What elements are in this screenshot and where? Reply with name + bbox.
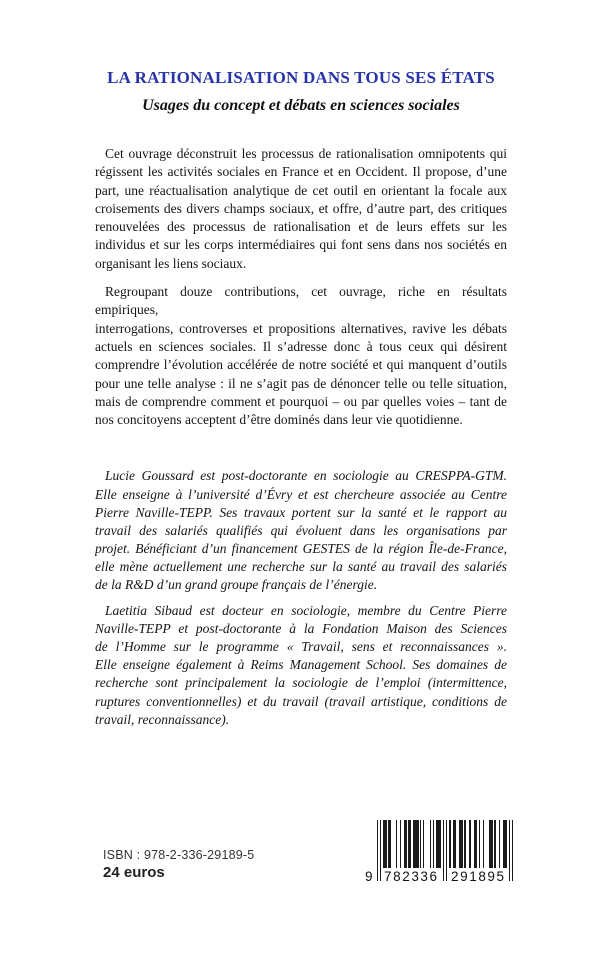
barcode-bar xyxy=(377,820,378,881)
barcode-bar xyxy=(433,820,434,868)
text-line: régissent les activités sociales en France et en Occident. Il propose, d’une xyxy=(95,164,507,180)
barcode-bar xyxy=(408,820,411,868)
publication-info xyxy=(103,847,254,883)
barcode-bar xyxy=(396,820,397,868)
author-bio-goussard xyxy=(95,467,507,594)
text-line: actuels en sciences sociales. Il s’adresse donc à tous ceux qui désirent xyxy=(95,338,507,354)
barcode-bar xyxy=(469,820,472,868)
barcode-bar xyxy=(380,820,381,881)
barcode-bar xyxy=(494,820,495,868)
author-bio-sibaud xyxy=(95,602,507,729)
text-line: travail des salariés qualifiés qui évoluent dans les organisations par xyxy=(95,522,507,538)
barcode-bar xyxy=(404,820,407,868)
ean13-barcode xyxy=(365,820,513,890)
barcode-bar xyxy=(474,820,477,868)
barcode-bar xyxy=(388,820,391,868)
text-line: Laetitia Sibaud est docteur en sociologie, membre du Centre Pierre xyxy=(105,603,507,619)
barcode-bar xyxy=(489,820,493,868)
text-line: de la R&D d’un grand groupe français de l’énergie. xyxy=(95,577,378,593)
barcode-bar xyxy=(449,820,452,868)
isbn: ISBN : 978-2-336-29189-5 xyxy=(103,848,255,862)
text-line: Pierre Naville-TEPP. Ses travaux portent sur la santé et le rapport au xyxy=(95,504,507,520)
cover-text-block xyxy=(95,117,507,729)
text-line: croisements des divers champs sociaux, et offre, d’autre part, des critiques xyxy=(95,200,507,216)
barcode-bar xyxy=(436,820,442,868)
text-line: Elle enseigne à l’université d’Évry et est chercheure associée au Centre xyxy=(95,486,507,502)
text-line: organisant les liens sociaux. xyxy=(95,255,247,271)
barcode-bar xyxy=(479,820,480,868)
text-line: elle mène actuellement une recherche sur la santé au travail des salariés xyxy=(95,558,507,574)
text-line: Lucie Goussard est post-doctorante en sociologie au CRESPPA-GTM. xyxy=(105,468,507,484)
barcode-bar xyxy=(499,820,500,868)
synopsis-paragraph-1 xyxy=(95,145,507,273)
text-line: Regroupant douze contributions, cet ouvrage, riche en résultats empiriques, xyxy=(95,284,507,318)
text-line: renouvelées des processus de rationalisation et de leurs effets sur les xyxy=(95,219,507,235)
text-line: individus et sur les corps intermédiaires qui font sens dans nos sociétés en xyxy=(95,237,507,253)
barcode-bar xyxy=(509,820,510,881)
barcode-bar xyxy=(483,820,484,868)
text-line: Elle enseigne également à Reims Management School. Ses domaines de xyxy=(95,657,507,673)
text-line: comprendre l’évolution accélérée de notre société et qui manquent d’outils xyxy=(95,357,507,373)
barcode-bar xyxy=(459,820,463,868)
text-line: pour une telle analyse : il ne s’agit pas de dénoncer telle ou telle situation, xyxy=(95,375,507,391)
text-line: mais de comprendre comment et pourquoi – ou par quelles voies – tant de xyxy=(95,393,507,409)
text-line: projet. Bénéficiant d’un financement GESTES de la région Île-de-France, xyxy=(95,540,507,556)
text-line: part, une réactualisation analytique de cet outil en orientant la focale aux xyxy=(95,182,507,198)
price: 24 euros xyxy=(103,864,165,881)
book-title: LA RATIONALISATION DANS TOUS SES ÉTATS xyxy=(107,68,495,87)
book-subtitle: Usages du concept et débats en sciences sociales xyxy=(142,97,460,114)
barcode-bar xyxy=(383,820,387,868)
text-line: ruptures conventionnelles) et du travail (travail artistique, conditions de xyxy=(95,693,507,709)
text-line: nos concitoyens acceptent d’être dominés dans leur vie quotidienne. xyxy=(95,412,463,428)
barcode-bar xyxy=(446,820,447,881)
barcode-bar xyxy=(443,820,444,881)
barcode-bar xyxy=(420,820,421,868)
text-line: Cet ouvrage déconstruit les processus de rationalisation omnipotents qui xyxy=(105,146,507,161)
text-line: de l’Homme sur le programme « Travail, sens et reconnaissances ». xyxy=(95,639,507,655)
barcode-number-prefix: 9 xyxy=(365,869,375,884)
barcode-bar xyxy=(503,820,507,868)
barcode-bar xyxy=(464,820,465,868)
text-line: travail, reconnaissance). xyxy=(95,711,230,727)
text-line: Naville-TEPP et post-doctorante à la Fondation Maison des Sciences xyxy=(95,621,507,637)
synopsis-paragraph-2 xyxy=(95,283,507,429)
barcode-bar xyxy=(453,820,456,868)
barcode-bar xyxy=(423,820,424,868)
barcode-bar xyxy=(400,820,401,868)
text-line: interrogations, controverses et propositions alternatives, ravive les débats xyxy=(95,320,507,336)
barcode-bar xyxy=(413,820,419,868)
text-line: recherche sont principalement la sociologie de l’emploi (intermittence, xyxy=(95,675,507,691)
barcode-bar xyxy=(430,820,431,868)
barcode-bar xyxy=(512,820,513,881)
barcode-number-group1: 782336 xyxy=(384,869,439,884)
barcode-number-group2: 291895 xyxy=(451,869,506,884)
